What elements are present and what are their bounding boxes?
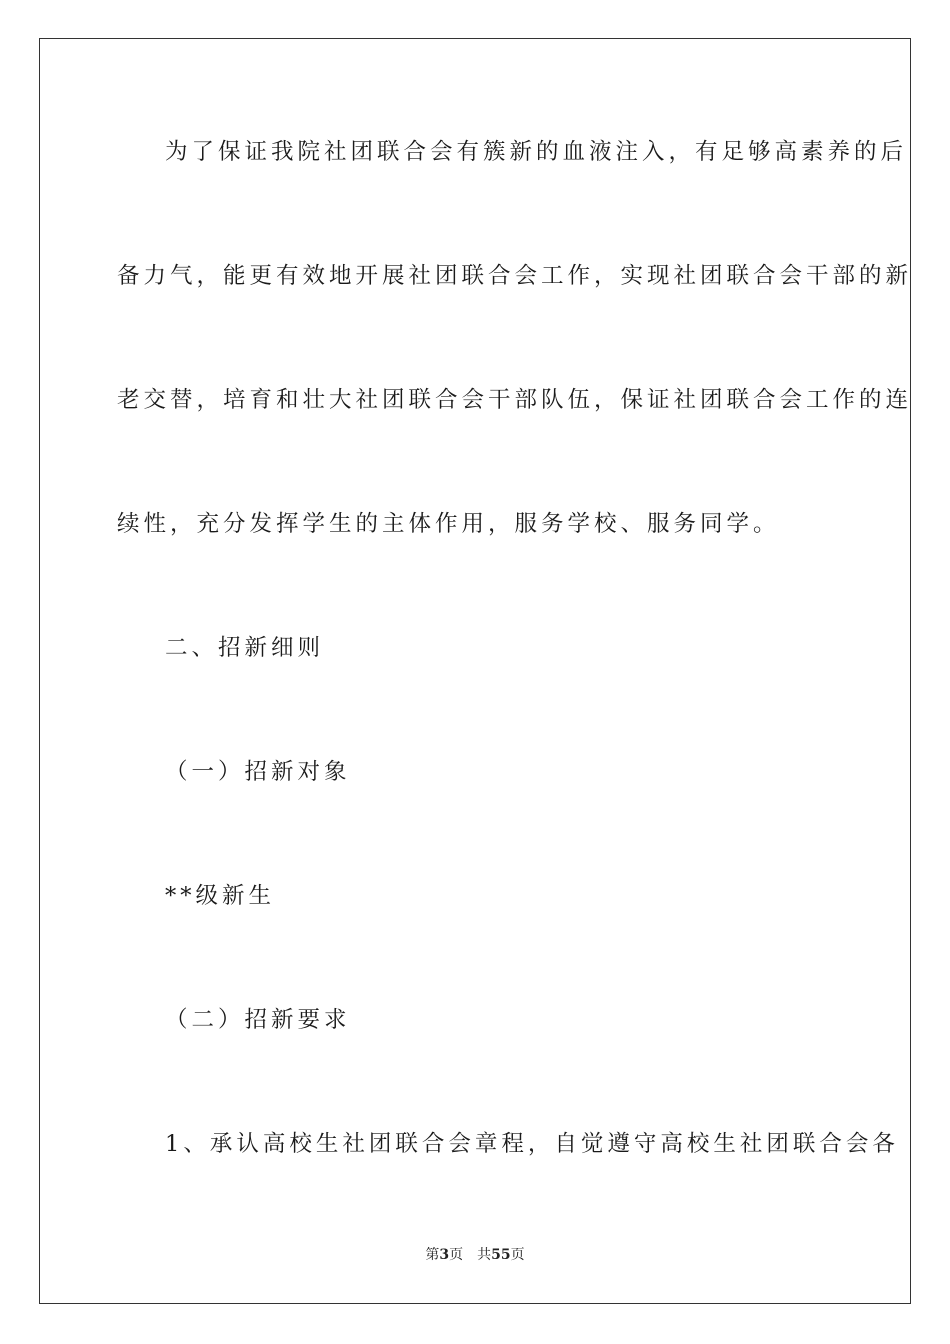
requirement-item-1: 1、承认高校生社团联合会章程，自觉遵守高校生社团联合会各 [165, 1131, 899, 1157]
paragraph-line-3: 老交替，培育和壮大社团联合会干部队伍，保证社团联合会工作的连 [117, 387, 913, 413]
total-suffix: 页 [510, 1247, 525, 1263]
total-pages: 55 [491, 1247, 511, 1263]
paragraph-line-4: 续性，充分发挥学生的主体作用，服务学校、服务同学。 [117, 511, 780, 537]
page-footer [0, 1245, 950, 1265]
paragraph-line-2: 备力气，能更有效地开展社团联合会工作，实现社团联合会干部的新 [117, 263, 913, 289]
page-number: 3 [439, 1247, 450, 1263]
total-prefix: 共 [477, 1247, 492, 1263]
paragraph-line-1: 为了保证我院社团联合会有簇新的血液注入，有足够高素养的后 [165, 139, 908, 165]
page-suffix: 页 [449, 1247, 464, 1263]
page-border [39, 38, 911, 1304]
subsection-heading-recruit-requirements: （二）招新要求 [165, 1007, 351, 1033]
section-heading: 二、招新细则 [165, 635, 325, 661]
subsection-heading-recruit-target: （一）招新对象 [165, 759, 351, 785]
page-prefix: 第 [425, 1247, 440, 1263]
recruit-target-text: **级新生 [165, 883, 276, 909]
